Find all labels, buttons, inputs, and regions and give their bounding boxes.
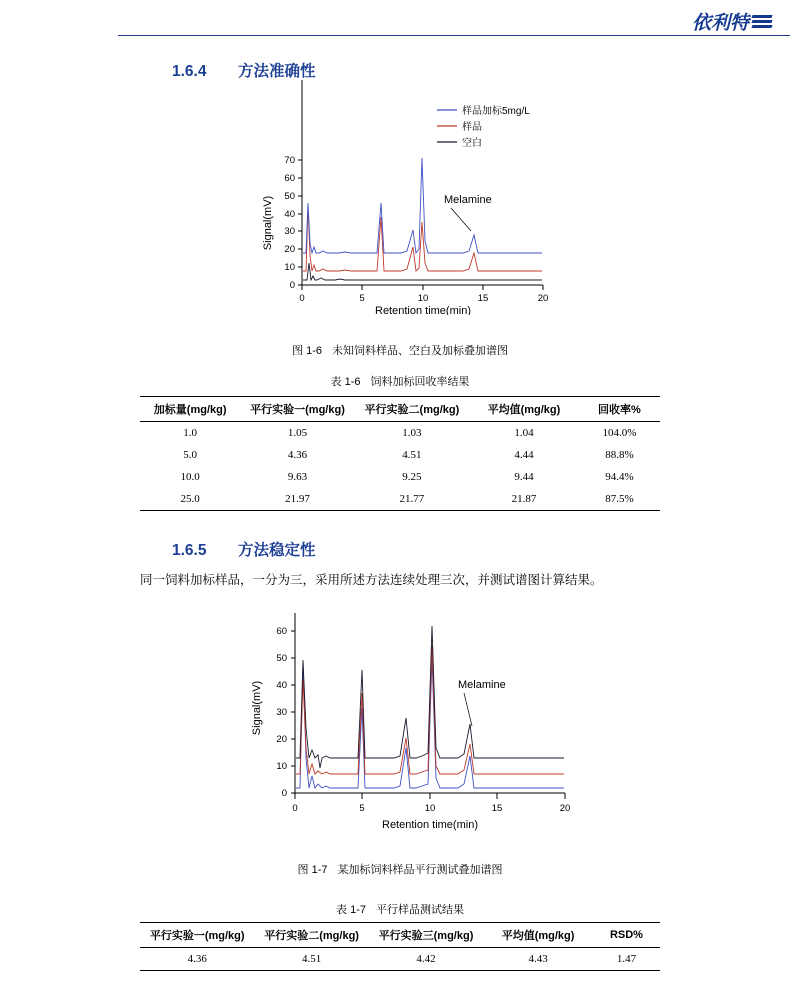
y-tick-20: 20 — [276, 734, 287, 745]
trace-trial-1 — [296, 626, 564, 768]
y-axis-label-1: Signal(mV) — [262, 195, 274, 251]
chromatogram-figure-2 — [240, 608, 600, 838]
cell: 4.36 — [287, 449, 308, 461]
cell: 21.77 — [355, 488, 469, 511]
col-recovery: 回收率% — [579, 397, 660, 422]
y-tick-20: 20 — [284, 244, 295, 255]
table-row — [140, 422, 660, 445]
logo-text: 依利特 — [691, 13, 749, 34]
three-bars-icon — [752, 13, 772, 31]
figure-1-caption — [0, 342, 800, 358]
table-row — [140, 488, 660, 511]
cell: 104.0% — [602, 427, 637, 439]
chromatogram-svg-2 — [240, 608, 600, 833]
chart-legend-1 — [437, 104, 530, 149]
col-trial-1: 平行实验一(mg/kg) — [240, 397, 354, 422]
cell: 4.42 — [369, 948, 483, 971]
cell: 4.36 — [140, 948, 254, 971]
trace-sample — [303, 207, 542, 271]
table-row — [140, 444, 660, 466]
recovery-results-table — [140, 396, 660, 511]
section-title-165: 方法稳定性 — [238, 542, 316, 559]
x-tick-5: 5 — [359, 293, 365, 304]
x-axis-ticks-1 — [299, 285, 548, 304]
col-average: 平均值(mg/kg) — [469, 397, 579, 422]
y-tick-0: 0 — [281, 788, 287, 799]
cell: 4.44 — [514, 449, 534, 461]
section-title-164: 方法准确性 — [238, 63, 316, 80]
table-2-caption-label: 表 1-7 — [336, 904, 366, 916]
section-165-paragraph: 同一饲料加标样品，一分为三，采用所述方法连续处理三次，并测试谱图计算结果。 — [140, 573, 603, 587]
cell: 21.97 — [240, 488, 354, 511]
y-axis-ticks-2 — [276, 626, 295, 799]
cell: 4.51 — [402, 449, 422, 461]
x-tick-10: 10 — [424, 803, 436, 814]
legend-item-0: 样品加标5mg/L — [462, 106, 530, 117]
col-trial-2: 平行实验二(mg/kg) — [254, 923, 368, 948]
cell: 9.25 — [402, 471, 422, 483]
parallel-results-table — [140, 922, 660, 971]
y-tick-60: 60 — [276, 626, 287, 637]
cell: 1.03 — [402, 427, 422, 439]
y-tick-10: 10 — [276, 761, 287, 772]
cell: 4.51 — [254, 948, 368, 971]
trace-trial-2 — [296, 646, 564, 774]
x-tick-10: 10 — [417, 293, 429, 304]
cell: 5.0 — [183, 449, 198, 461]
cell: 94.4% — [605, 471, 634, 483]
cell: 1.47 — [593, 948, 660, 971]
table-1-caption-label: 表 1-6 — [330, 376, 361, 388]
figure-2-caption-label: 图 1-7 — [297, 864, 328, 876]
chromatogram-svg-1 — [255, 75, 595, 315]
trace-blank — [303, 263, 542, 280]
cell: 9.44 — [514, 471, 534, 483]
cell: 1.04 — [514, 427, 534, 439]
melamine-annotation-2: Melamine — [458, 679, 506, 691]
figure-2-caption-text: 某加标饲料样品平行测试叠加谱图 — [337, 864, 503, 876]
x-axis-label-1: Retention time(min) — [375, 305, 471, 315]
cell: 87.5% — [579, 488, 660, 511]
chromatogram-figure-1 — [255, 75, 595, 320]
y-axis-label-2: Signal(mV) — [251, 680, 263, 736]
section-heading-165 — [172, 538, 316, 560]
x-tick-0: 0 — [292, 803, 298, 814]
x-axis-ticks-2 — [292, 793, 570, 814]
company-logo — [692, 8, 772, 35]
y-axis-ticks-1 — [284, 155, 302, 291]
y-tick-60: 60 — [284, 173, 295, 184]
figure-2-caption — [0, 861, 800, 877]
col-trial-1: 平行实验一(mg/kg) — [140, 923, 254, 948]
y-tick-30: 30 — [276, 707, 287, 718]
col-spike-amount: 加标量(mg/kg) — [140, 397, 240, 422]
cell: 4.43 — [483, 948, 593, 971]
col-trial-3: 平行实验三(mg/kg) — [369, 923, 483, 948]
y-tick-0: 0 — [289, 280, 295, 291]
cell: 1.05 — [287, 427, 308, 439]
col-trial-2: 平行实验二(mg/kg) — [355, 397, 469, 422]
x-tick-20: 20 — [537, 293, 549, 304]
legend-item-1: 样品 — [462, 122, 482, 133]
cell: 1.0 — [183, 427, 198, 439]
y-tick-10: 10 — [284, 262, 295, 273]
figure-1-caption-label: 图 1-6 — [292, 345, 322, 357]
section-number-164: 1.6.4 — [172, 63, 207, 80]
y-tick-30: 30 — [284, 226, 295, 237]
table-header-row — [140, 397, 660, 422]
col-rsd: RSD% — [593, 923, 660, 948]
y-tick-40: 40 — [276, 680, 287, 691]
y-tick-70: 70 — [284, 155, 295, 166]
y-tick-50: 50 — [276, 653, 287, 664]
cell: 21.87 — [469, 488, 579, 511]
trace-spiked — [303, 158, 542, 253]
table-2-caption-text: 平行样品测试结果 — [375, 904, 464, 916]
table-row — [140, 466, 660, 488]
x-tick-0: 0 — [299, 293, 305, 304]
table-1-caption — [0, 373, 800, 389]
section-number-165: 1.6.5 — [172, 542, 207, 559]
x-tick-15: 15 — [477, 293, 489, 304]
x-tick-20: 20 — [559, 803, 571, 814]
x-tick-15: 15 — [491, 803, 503, 814]
melamine-annotation-1: Melamine — [444, 194, 492, 206]
table-2-caption — [0, 901, 800, 917]
cell: 9.63 — [287, 471, 308, 483]
table-row — [140, 948, 660, 971]
legend-item-2: 空白 — [462, 138, 482, 149]
header-rule — [118, 35, 790, 36]
y-tick-50: 50 — [284, 191, 295, 202]
col-average: 平均值(mg/kg) — [483, 923, 593, 948]
figure-1-caption-text: 未知饲料样品、空白及加标叠加谱图 — [331, 345, 508, 357]
cell: 88.8% — [605, 449, 634, 461]
table-1-caption-text: 饲料加标回收率结果 — [370, 376, 470, 388]
x-axis-label-2: Retention time(min) — [382, 819, 478, 831]
table-header-row — [140, 923, 660, 948]
x-tick-5: 5 — [359, 803, 365, 814]
cell: 25.0 — [140, 488, 240, 511]
y-tick-40: 40 — [284, 209, 295, 220]
cell: 10.0 — [180, 471, 200, 483]
